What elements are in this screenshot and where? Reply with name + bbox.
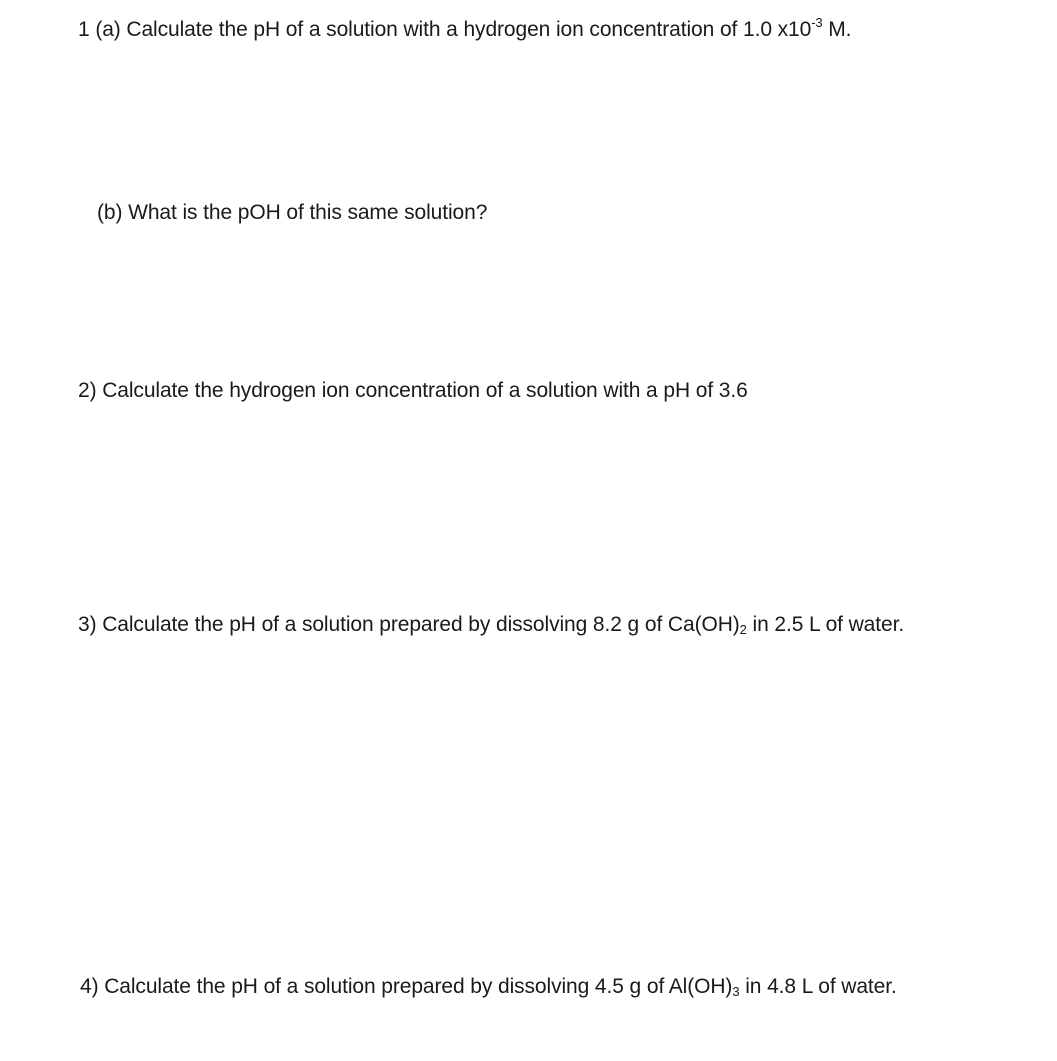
question-1b-text: (b) What is the pOH of this same solution? <box>97 201 488 224</box>
question-3 <box>78 614 904 635</box>
question-4-text-after: in 4.8 L of water. <box>739 975 897 998</box>
question-1a-suffix: M. <box>822 18 852 41</box>
question-2-text: 2) Calculate the hydrogen ion concentration of a solution with a pH of 3.6 <box>78 379 748 402</box>
question-1a-text: 1 (a) Calculate the pH of a solution with a hydrogen ion concentration of 1.0 x10 <box>78 18 812 41</box>
question-3-text-after: in 2.5 L of water. <box>746 613 905 636</box>
question-3-text-before: 3) Calculate the pH of a solution prepared by dissolving 8.2 g of Ca(OH) <box>78 613 740 636</box>
question-4-subscript: 3 <box>732 984 740 999</box>
question-1b <box>97 202 487 223</box>
question-1a-exponent: -3 <box>811 15 823 30</box>
question-4 <box>80 976 897 997</box>
question-3-subscript: 2 <box>739 622 747 637</box>
question-4-text-before: 4) Calculate the pH of a solution prepared by dissolving 4.5 g of Al(OH) <box>80 975 733 998</box>
question-1a <box>78 15 852 41</box>
question-2 <box>78 380 748 401</box>
